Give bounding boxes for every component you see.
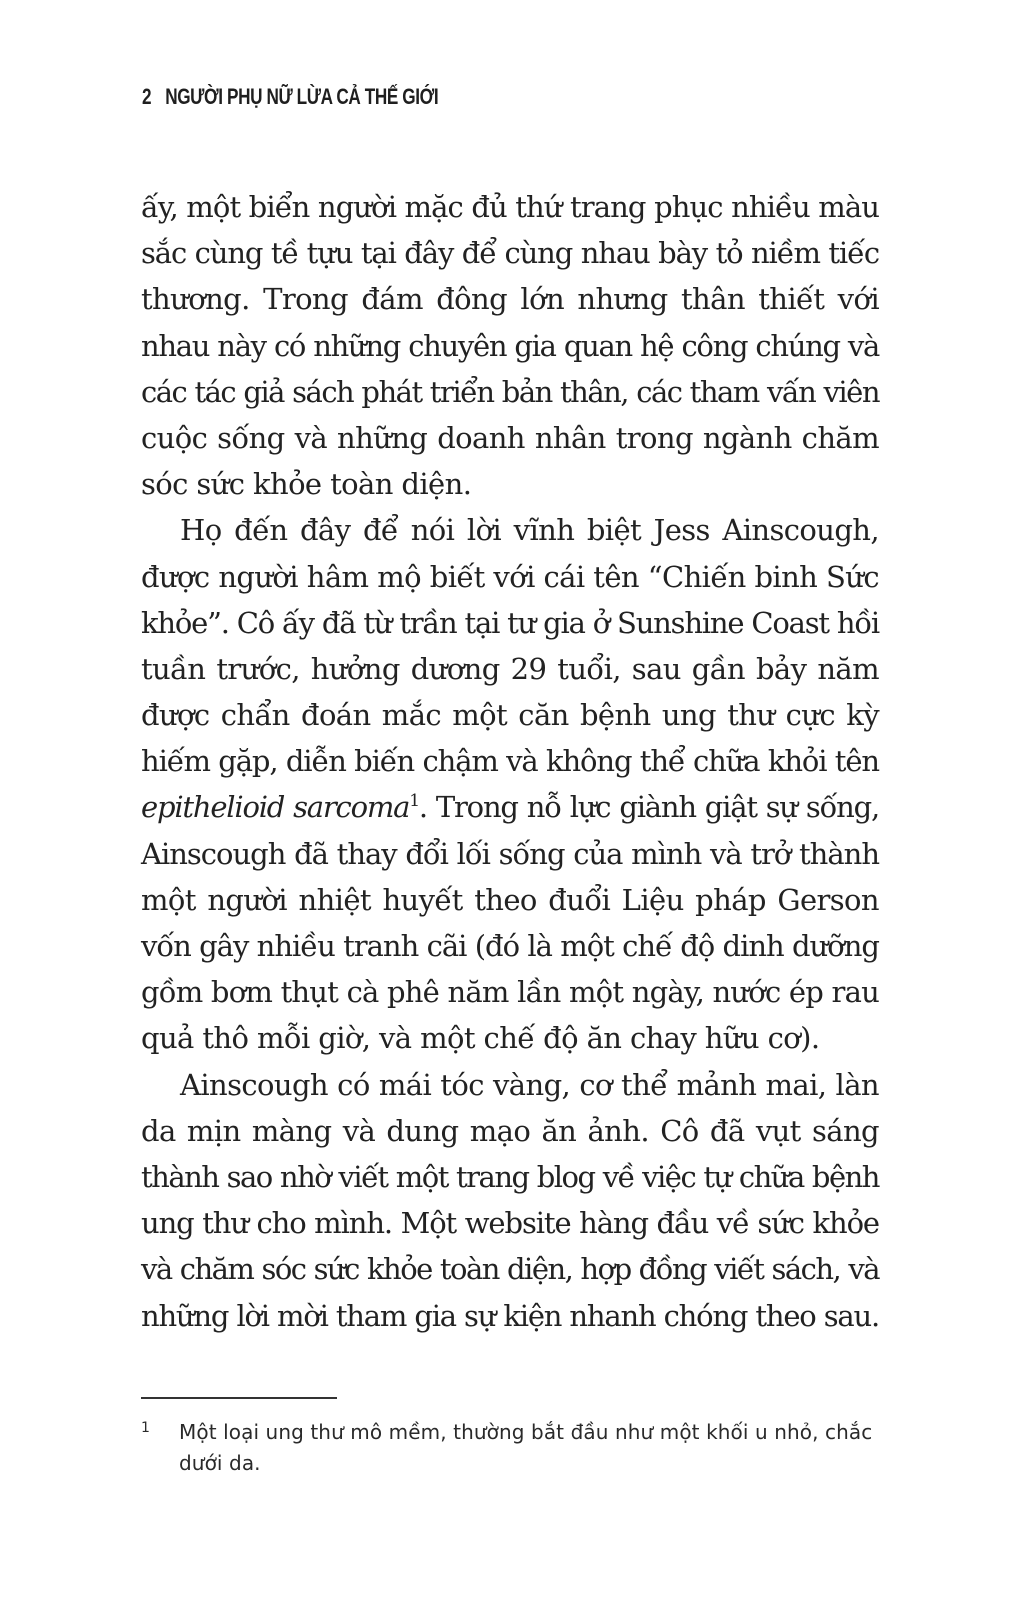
footnote-text: Một loại ung thư mô mềm, thường bắt đầu như một khối u nhỏ, chắc dưới da.: [179, 1420, 873, 1475]
text-line: Ainscough đã thay đổi lối sống của mình và trở thành: [141, 836, 879, 871]
body-text: [141, 184, 879, 1339]
text-line: các tác giả sách phát triển bản thân, các tham vấn viên: [141, 374, 879, 409]
text-line: hiếm gặp, diễn biến chậm và không thể chữa khỏi tên: [141, 744, 879, 779]
running-head: [142, 84, 438, 110]
text-line: thương. Trong đám đông lớn nhưng thân thiết với: [141, 282, 879, 317]
text-line: được chẩn đoán mắc một căn bệnh ung thư cực kỳ: [141, 698, 879, 733]
text-line: quả thô mỗi giờ, và một chế độ ăn chay hữu cơ).: [141, 1021, 820, 1056]
text-line: gồm bơm thụt cà phê năm lần một ngày, nước ép rau: [141, 975, 879, 1010]
text-line: da mịn màng và dung mạo ăn ảnh. Cô đã vụt sáng: [141, 1113, 879, 1148]
book-title: NGƯỜI PHỤ NỮ LỪA CẢ THẾ GIỚI: [165, 84, 439, 109]
text-line: ung thư cho mình. Một website hàng đầu về sức khỏe: [141, 1206, 879, 1241]
text-line: sóc sức khỏe toàn diện.: [141, 467, 472, 502]
text-line: khỏe”. Cô ấy đã từ trần tại tư gia ở Sunshine Coast hồi: [141, 605, 879, 640]
line-continuation: . Trong nỗ lực giành giật sự sống,: [418, 790, 879, 825]
text-line: một người nhiệt huyết theo đuổi Liệu pháp Gerson: [141, 882, 879, 917]
text-line: và chăm sóc sức khỏe toàn diện, hợp đồng viết sách, và: [141, 1252, 879, 1287]
text-line: Ainscough có mái tóc vàng, cơ thể mảnh mai, làn: [180, 1067, 879, 1102]
footnote: [141, 1417, 881, 1479]
italic-term: epithelioid sarcoma: [141, 790, 410, 825]
text-line: vốn gây nhiều tranh cãi (đó là một chế độ dinh dưỡng: [141, 929, 879, 963]
text-line: ấy, một biển người mặc đủ thứ trang phục nhiều màu: [141, 190, 879, 224]
text-line: thành sao nhờ viết một trang blog về việc tự chữa bệnh: [141, 1159, 879, 1194]
text-line: tuần trước, hưởng dương 29 tuổi, sau gần bảy năm: [141, 651, 879, 686]
text-line: cuộc sống và những doanh nhân trong ngành chăm: [141, 420, 879, 455]
page-number: 2: [142, 84, 152, 109]
footnote-reference: 1: [409, 791, 419, 812]
footnote-divider: [141, 1397, 337, 1399]
text-line: nhau này có những chuyên gia quan hệ công chúng và: [141, 328, 879, 363]
footnote-marker: 1: [141, 1420, 150, 1436]
text-line: Họ đến đây để nói lời vĩnh biệt Jess Ainscough,: [180, 513, 879, 548]
text-line: được người hâm mộ biết với cái tên “Chiến binh Sức: [141, 559, 879, 594]
text-line: sắc cùng tề tựu tại đây để cùng nhau bày tỏ niềm tiếc: [141, 236, 879, 271]
text-line-footnote-ref: [141, 784, 879, 830]
text-line: những lời mời tham gia sự kiện nhanh chóng theo sau.: [141, 1298, 879, 1333]
